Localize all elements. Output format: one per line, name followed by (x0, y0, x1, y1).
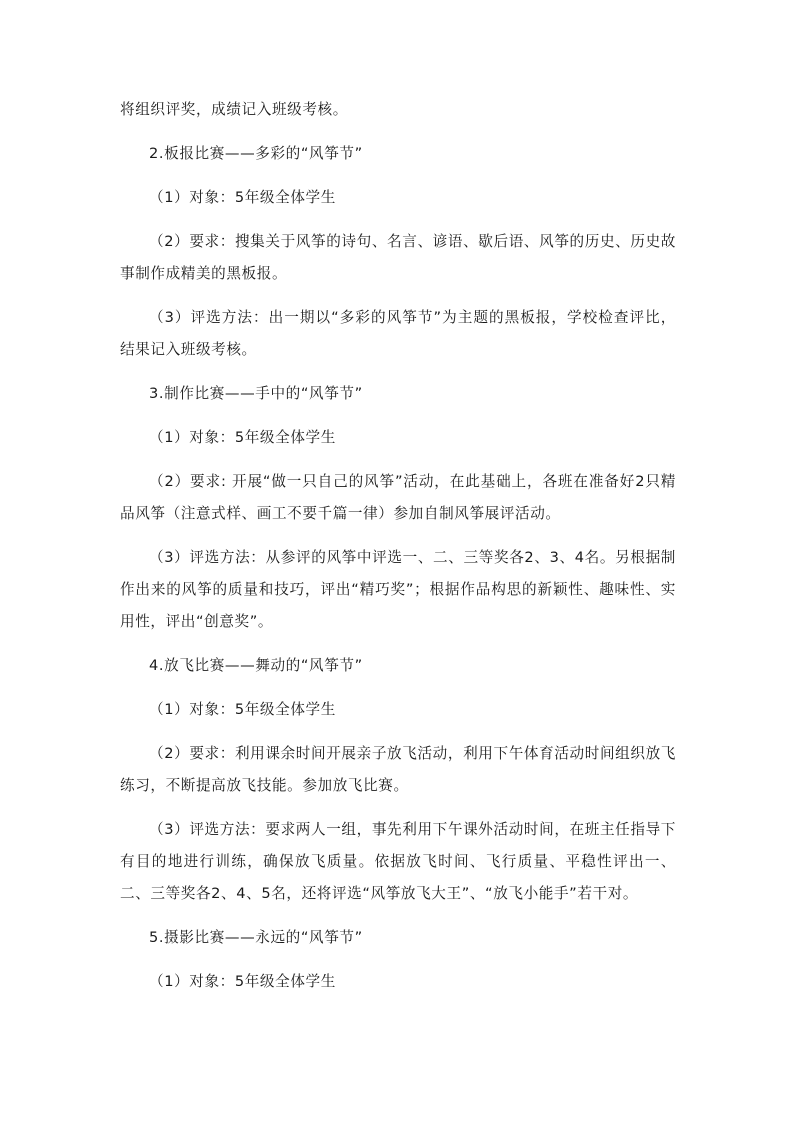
paragraph-target: （1）对象：5年级全体学生 (149, 973, 336, 990)
document-body (120, 94, 676, 1010)
paragraph-target: （1）对象：5年级全体学生 (149, 701, 336, 718)
paragraph-evaluation: （3）评选方法：从参评的风筝中评选一、二、三等奖各2、3、4名。另根据制作出来的风筝的质量和技巧，评出“精巧奖”；根据作品构思的新颖性、趣味性、实用性，评出“创意奖”。 (120, 549, 676, 630)
paragraph-requirement: （2）要求: 开展“做一只自己的风筝”活动，在此基础上，各班在准备好2只精品风筝（注意式样、画工不要千篇一律）参加自制风筝展评活动。 (120, 473, 676, 522)
paragraph-continuation: 将组织评奖，成绩记入班级考核。 (120, 101, 348, 118)
section-heading-making: 3.制作比赛——手中的“风筝节” (149, 385, 363, 402)
section-heading-blackboard: 2.板报比赛——多彩的“风筝节” (149, 145, 363, 162)
section-heading-flying: 4.放飞比赛——舞动的“风筝节” (149, 657, 363, 674)
paragraph-evaluation: （3）评选方法：出一期以“多彩的风筝节”为主题的黑板报，学校检查评比，结果记入班级考核。 (120, 309, 676, 358)
paragraph-target: （1）对象：5年级全体学生 (149, 189, 336, 206)
paragraph-evaluation: （3）评选方法：要求两人一组，事先利用下午课外活动时间，在班主任指导下有目的地进行训练，确保放飞质量。依据放飞时间、飞行质量、平稳性评出一、二、三等奖各2、4、5名，还将评选“风筝放飞大王”、“放飞小能手”若干对。 (120, 821, 676, 902)
paragraph-requirement: （2）要求：利用课余时间开展亲子放飞活动，利用下午体育活动时间组织放飞练习，不断提高放飞技能。参加放飞比赛。 (120, 745, 676, 794)
paragraph-requirement: （2）要求：搜集关于风筝的诗句、名言、谚语、歇后语、风筝的历史、历史故事制作成精美的黑板报。 (120, 233, 676, 282)
paragraph-target: （1）对象：5年级全体学生 (149, 429, 336, 446)
section-heading-photography: 5.摄影比赛——永远的“风筝节” (149, 929, 363, 946)
